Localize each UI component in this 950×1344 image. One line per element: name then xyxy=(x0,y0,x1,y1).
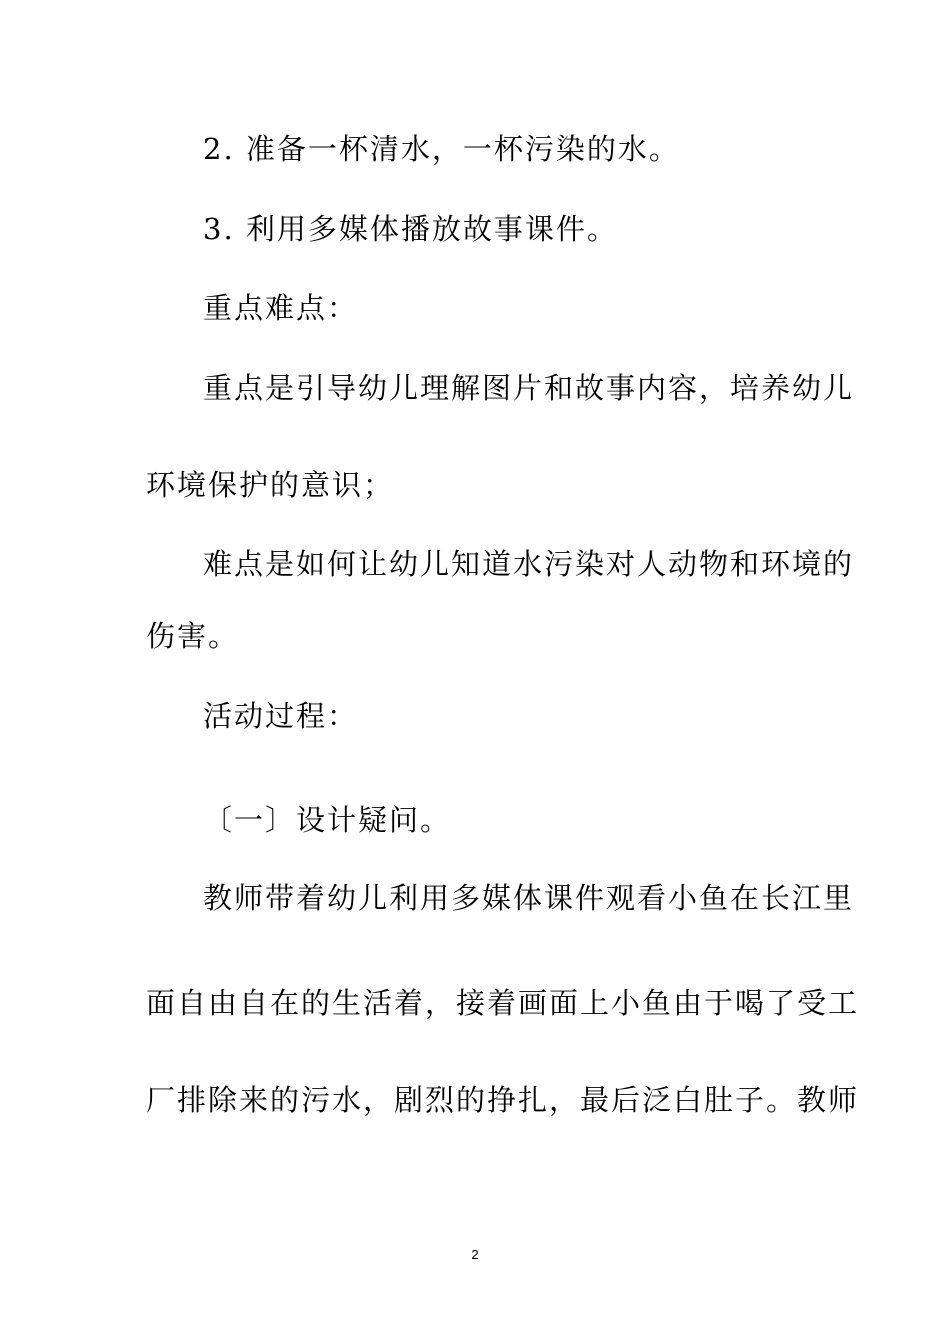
paragraph-line: 教师带着幼儿利用多媒体课件观看小鱼在长江里 xyxy=(203,881,855,915)
paragraph-line: 面自由自在的生活着，接着画面上小鱼由于喝了受工 xyxy=(146,986,860,1020)
paragraph-line: 难点是如何让幼儿知道水污染对人动物和环境的 xyxy=(203,547,855,581)
section-heading: 活动过程： xyxy=(203,699,359,733)
sub-heading: 〔一〕设计疑问。 xyxy=(203,803,452,837)
page-number: 2 xyxy=(471,1247,479,1262)
paragraph-line: 3. 利用多媒体播放故事课件。 xyxy=(203,212,618,246)
paragraph-line: 2. 准备一杯清水，一杯污染的水。 xyxy=(203,132,680,166)
paragraph-line: 厂排除来的污水，剧烈的挣扎，最后泛白肚子。教师 xyxy=(146,1083,860,1117)
section-heading: 重点难点： xyxy=(203,291,359,325)
paragraph-line: 伤害。 xyxy=(146,619,240,653)
paragraph-line: 环境保护的意识； xyxy=(146,468,395,502)
paragraph-line: 重点是引导幼儿理解图片和故事内容，培养幼儿 xyxy=(203,371,855,405)
